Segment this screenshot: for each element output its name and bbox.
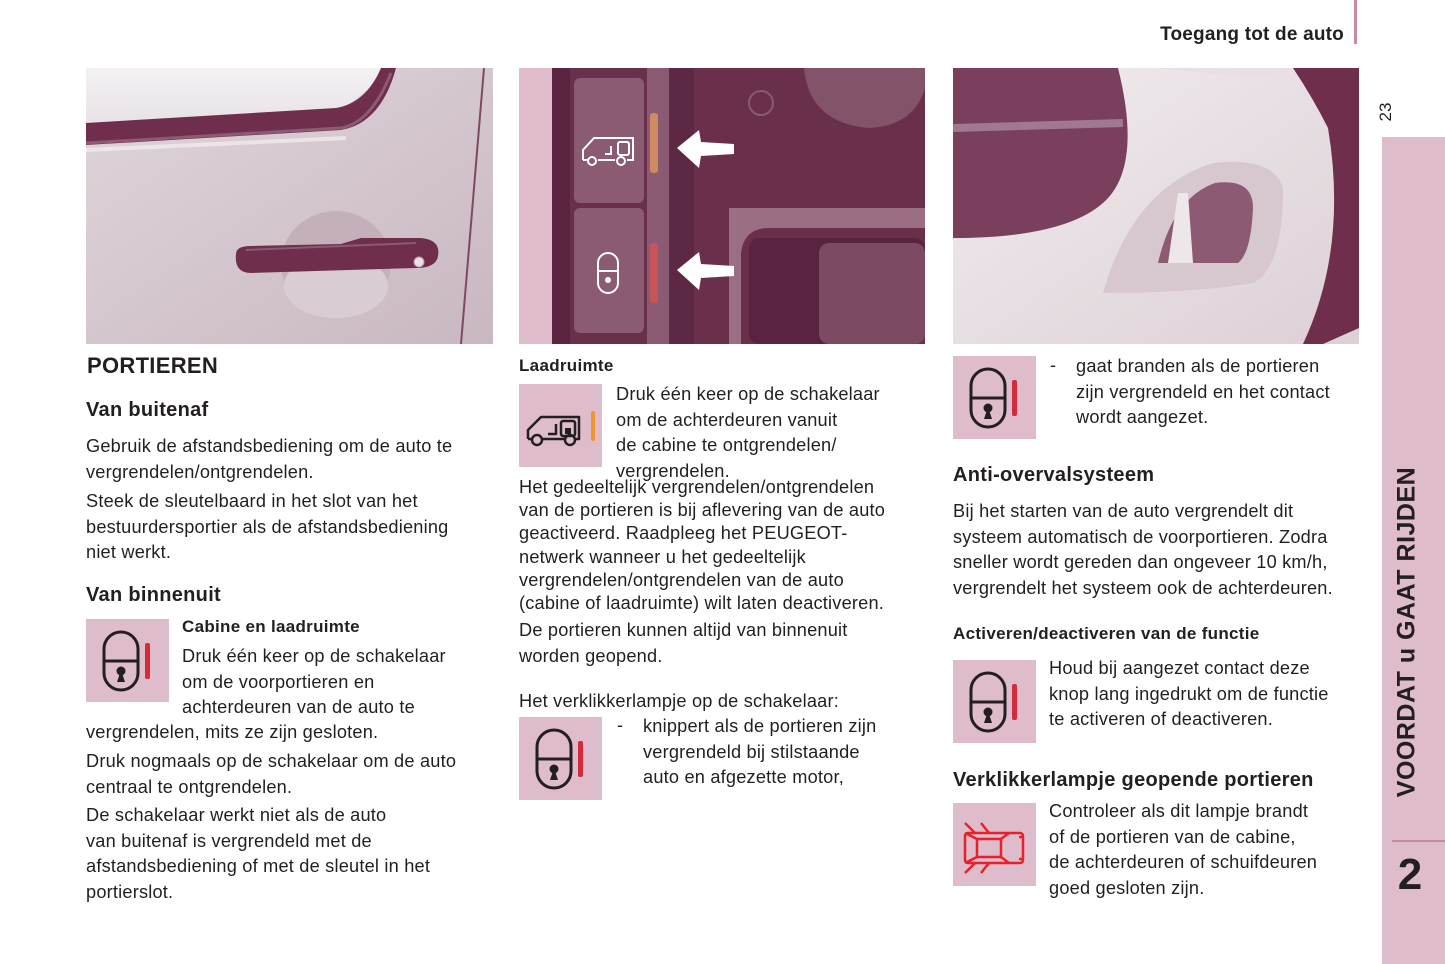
central-lock-icon — [953, 660, 1036, 743]
bullet-blinks: knippert als de portieren zijn vergrendeld bij stilstaande auto en afgezette motor, — [643, 716, 877, 787]
subheading-laadruimte: Laadruimte — [519, 356, 614, 375]
section-title: Toegang tot de auto — [1160, 24, 1344, 45]
figure-interior-door-handle — [953, 68, 1359, 344]
central-lock-icon — [86, 619, 169, 702]
paragraph-central-lock-a: Druk één keer op de schakelaar om de voorportieren en achterdeuren van de auto te — [182, 646, 446, 717]
page-number: 23 — [1376, 102, 1395, 122]
chapter-label-wrap — [1382, 436, 1432, 828]
paragraph-central-unlock: Druk nogmaals op de schakelaar om de auto centraal te ontgrendelen. — [86, 751, 457, 797]
central-lock-icon — [519, 717, 602, 800]
paragraph-key: Steek de sleutelbaard in het slot van het bestuurdersportier als de afstandsbediening niet werkt. — [86, 491, 449, 562]
paragraph-switch-inactive: De schakelaar werkt niet als de auto van buitenaf is vergrendeld met de afstandsbediening of met de sleutel in het portierslot. — [86, 805, 431, 902]
heading-van-buitenaf: Van buitenaf — [86, 399, 209, 421]
chapter-divider — [1392, 840, 1445, 842]
section-heading-portieren: PORTIEREN — [87, 353, 219, 378]
paragraph-load-area: Druk één keer op de schakelaar om de achterdeuren vanuit de cabine te ontgrendelen/ vergrendelen. — [616, 384, 880, 481]
load-area-lock-icon — [519, 384, 602, 467]
paragraph-partial-locking: Het gedeeltelijk vergrendelen/ontgrendelen van de portieren is bij aflevering van de auto geactiveerd. Raadpleeg het PEUGEOT- netwerk wanneer u het gedeeltelijk vergrendelen/ontgrendelen van de auto (cabine of laadruimte) wilt laten deactiveren. — [519, 477, 886, 614]
bullet-dash: - — [617, 715, 623, 735]
paragraph-central-lock-b: vergrendelen, mits ze zijn gesloten. — [86, 722, 379, 742]
paragraph-indicator-intro: Het verklikkerlampje op de schakelaar: — [519, 691, 839, 711]
paragraph-remote-control: Gebruik de afstandsbediening om de auto te vergrendelen/ontgrendelen. — [86, 436, 453, 482]
paragraph-door-warning: Controleer als dit lampje brandt of de portieren van de cabine, de achterdeuren of schuifdeuren goed gesloten zijn. — [1049, 801, 1318, 898]
paragraph-open-from-inside: De portieren kunnen altijd van binnenuit worden geopend. — [519, 620, 848, 666]
subheading-activeren: Activeren/deactiveren van de functie — [953, 624, 1260, 643]
figure-central-locking-switches — [519, 68, 925, 344]
heading-anti-overvalsysteem: Anti-overvalsysteem — [953, 464, 1155, 486]
central-lock-icon — [953, 356, 1036, 439]
door-open-warning-icon — [953, 803, 1036, 886]
heading-van-binnenuit: Van binnenuit — [86, 584, 222, 606]
figure-exterior-door-handle — [86, 68, 493, 344]
subheading-cabine-laadruimte: Cabine en laadruimte — [182, 617, 360, 636]
chapter-label: VOORDAT u GAAT RIJDEN — [1392, 466, 1421, 798]
bullet-lights-up: gaat branden als de portieren zijn vergrendeld en het contact wordt aangezet. — [1076, 356, 1330, 427]
chapter-number: 2 — [1397, 850, 1423, 899]
header-divider — [1354, 0, 1357, 44]
paragraph-anti-hijack: Bij het starten van de auto vergrendelt dit systeem automatisch de voorportieren. Zodra sneller wordt gereden dan ongeveer 10 km/h, vergrendelt het systeem ook de achterdeuren. — [953, 501, 1333, 598]
heading-door-open-warning: Verklikkerlampje geopende portieren — [953, 769, 1314, 791]
paragraph-activate: Houd bij aangezet contact deze knop lang ingedrukt om de functie te activeren of deactiveren. — [1049, 658, 1329, 729]
bullet-dash: - — [1050, 355, 1056, 375]
